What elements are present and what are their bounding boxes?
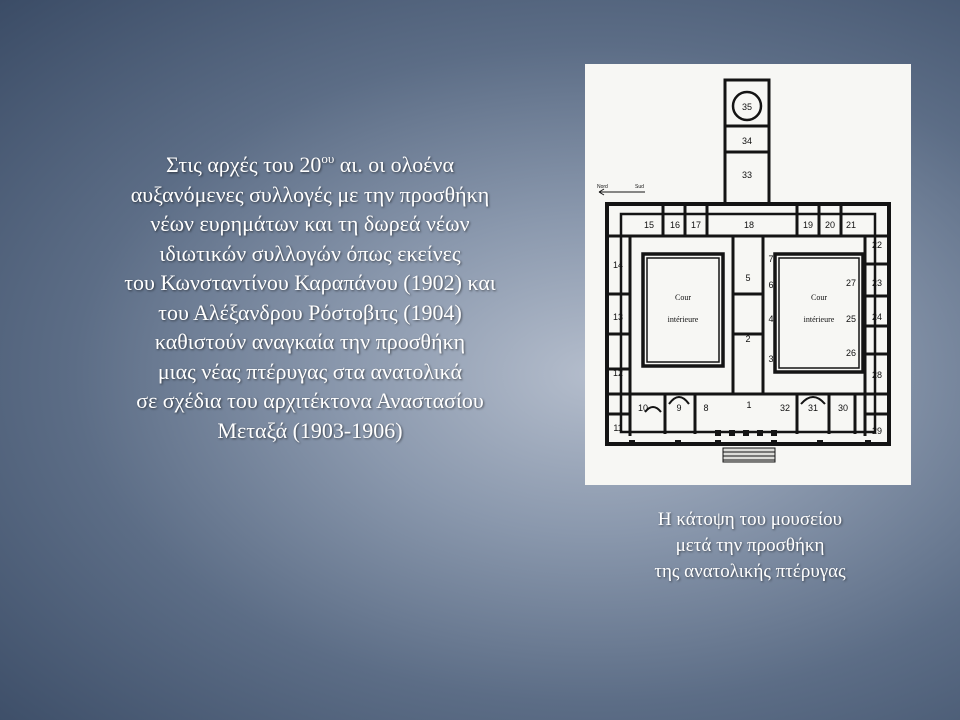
room-24: 24 xyxy=(871,312,883,322)
line1-superscript: ου xyxy=(321,151,335,166)
room-2: 2 xyxy=(745,334,751,344)
court-right-label-2: intérieure xyxy=(803,315,835,324)
room-17: 17 xyxy=(690,220,702,230)
room-23: 23 xyxy=(871,278,883,288)
room-26: 26 xyxy=(845,348,857,358)
room-13: 13 xyxy=(612,312,624,322)
room-28: 28 xyxy=(871,370,883,380)
line1-start: Στις αρχές του 20 xyxy=(165,152,322,177)
room-15: 15 xyxy=(643,220,655,230)
floor-plan-drawing xyxy=(585,64,911,485)
main-text-block xyxy=(30,150,590,445)
room-1: 1 xyxy=(746,400,752,410)
floor-plan-image xyxy=(585,64,911,485)
room-29: 29 xyxy=(871,426,883,436)
room-9: 9 xyxy=(676,403,682,413)
room-20: 20 xyxy=(824,220,836,230)
room-4: 4 xyxy=(768,314,774,324)
main-text-line-2: αυξανόμενες συλλογές με την προσθήκη xyxy=(130,181,490,207)
room-10: 10 xyxy=(637,403,649,413)
court-left-label-1: Cour xyxy=(675,293,691,302)
room-34: 34 xyxy=(741,136,753,146)
room-31: 31 xyxy=(807,403,819,413)
room-27: 27 xyxy=(845,278,857,288)
room-7: 7 xyxy=(768,254,774,264)
room-18: 18 xyxy=(743,220,755,230)
room-12: 12 xyxy=(612,368,624,378)
room-6: 6 xyxy=(768,280,774,290)
main-text-line-10: Μεταξά (1903-1906) xyxy=(217,417,403,443)
caption-line-2: μετά την προσθήκη xyxy=(675,535,825,556)
room-21: 21 xyxy=(845,220,857,230)
room-5: 5 xyxy=(745,273,751,283)
main-text-line-1 xyxy=(30,150,590,180)
room-25: 25 xyxy=(845,314,857,324)
caption-line-3: της ανατολικής πτέρυγας xyxy=(654,561,846,582)
room-22: 22 xyxy=(871,240,883,250)
main-text-line-3: νέων ευρημάτων και τη δωρεά νέων xyxy=(150,211,470,236)
room-16: 16 xyxy=(669,220,681,230)
court-left-label-2: intérieure xyxy=(667,315,699,324)
caption-line-1: Η κάτοψη του μουσείου xyxy=(657,509,843,530)
room-33: 33 xyxy=(741,170,753,180)
main-text-line-8: μιας νέας πτέρυγας στα ανατολικά xyxy=(157,358,463,384)
room-3: 3 xyxy=(768,354,774,364)
room-32: 32 xyxy=(779,403,791,413)
compass-south-label: Sud xyxy=(635,184,644,190)
main-text-line-4: ιδιωτικών συλλογών όπως εκείνες xyxy=(159,240,461,266)
room-19: 19 xyxy=(802,220,814,230)
compass-north-label: Nord xyxy=(597,184,608,190)
room-11: 11 xyxy=(613,423,623,433)
main-text-line-9: σε σχέδια του αρχιτέκτονα Αναστασίου xyxy=(136,388,484,413)
main-text-line-6: του Αλέξανδρου Ρόστοβιτς (1904) xyxy=(158,299,462,325)
room-8: 8 xyxy=(703,403,709,413)
plan-caption xyxy=(590,507,910,585)
room-30: 30 xyxy=(837,403,849,413)
main-text-line-7: καθιστούν αναγκαία την προσθήκη xyxy=(154,329,466,354)
line1-end: αι. οι ολοένα xyxy=(334,152,455,177)
room-14: 14 xyxy=(612,260,624,270)
room-35: 35 xyxy=(741,102,753,112)
main-text-line-5: του Κωνσταντίνου Καραπάνου (1902) και xyxy=(124,270,496,295)
court-right-label-1: Cour xyxy=(811,293,827,302)
